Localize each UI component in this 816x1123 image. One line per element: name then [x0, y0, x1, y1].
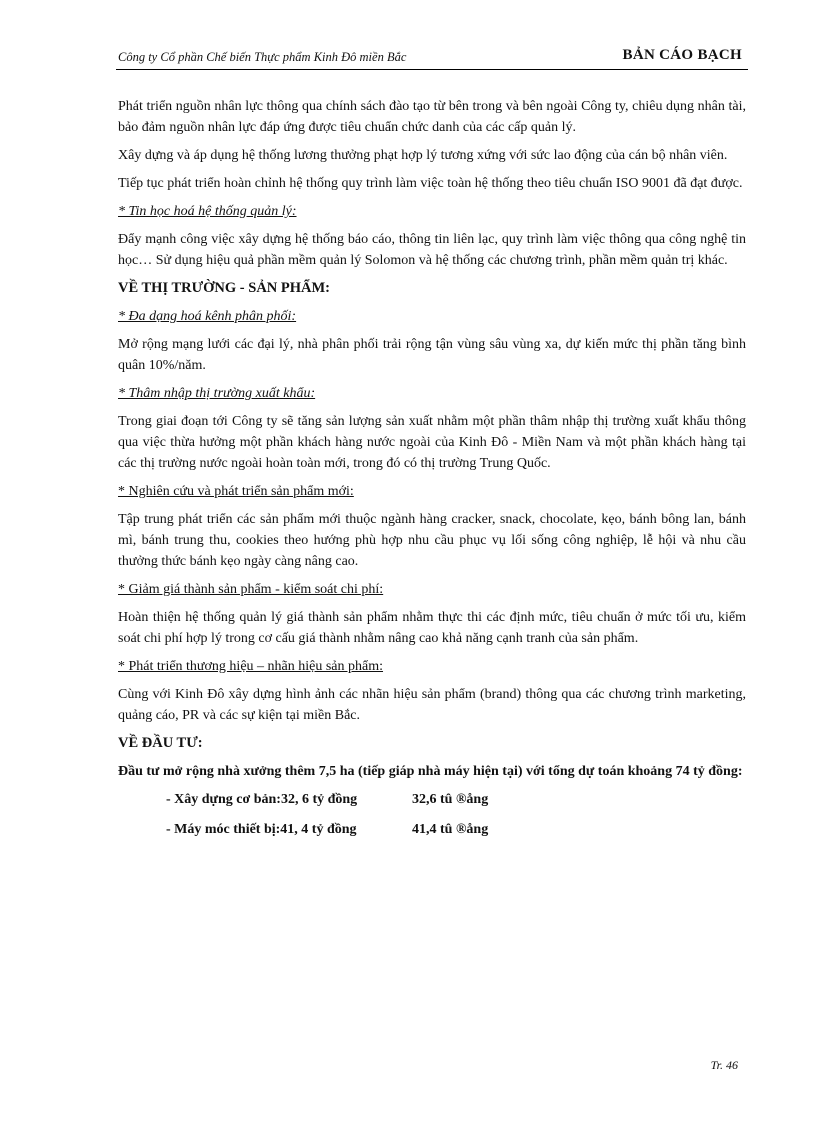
subheading-export: * Thâm nhập thị trường xuất khẩu: — [118, 386, 316, 401]
document-body — [118, 96, 746, 849]
bullet-value: 32,6 tû ®ång — [412, 792, 489, 807]
section-heading-market: VỀ THỊ TRƯỜNG - SẢN PHẨM: — [118, 280, 331, 296]
paragraph-export: Trong giai đoạn tới Công ty sẽ tăng sản lượng sản xuất nhằm một phần thâm nhập thị trường xuất khẩu thông qua việc thừa hưởng một phần khách hàng nước ngoài của Kinh Đô - Miền Nam và một phần khách hàng tại các thị trường nước ngoài hoàn toàn mới, trong đó có thị trường Trung Quốc. — [118, 414, 746, 471]
subheading-it: * Tin học hoá hệ thống quản lý: — [118, 204, 297, 219]
paragraph-investment: Đầu tư mở rộng nhà xưởng thêm 7,5 ha (tiếp giáp nhà máy hiện tại) với tổng dự toán khoảng 74 tỷ đồng: — [118, 764, 743, 779]
list-item — [166, 819, 746, 840]
paragraph-cost-control: Hoàn thiện hệ thống quản lý giá thành sản phẩm nhằm thực thi các định mức, tiêu chuẩn ở mức tối ưu, kiểm soát chi phí hợp lý trong cơ cấu giá thành nhằm nâng cao khả năng cạnh tranh của sản phẩm. — [118, 610, 746, 646]
paragraph-iso: Tiếp tục phát triển hoàn chỉnh hệ thống quy trình làm việc toàn hệ thống theo tiêu chuẩn ISO 9001 đã đạt được. — [118, 176, 743, 191]
company-name: Công ty Cổ phần Chế biến Thực phẩm Kinh Đô miền Bắc — [118, 50, 407, 64]
paragraph-hr-development: Phát triển nguồn nhân lực thông qua chính sách đào tạo từ bên trong và bên ngoài Công ty, chiêu dụng nhân tài, bảo đảm nguồn nhân lực đáp ứng được tiêu chuẩn chức danh của các cấp quản lý. — [118, 99, 746, 135]
paragraph-it: Đẩy mạnh công việc xây dựng hệ thống báo cáo, thông tin liên lạc, quy trình làm việc thông qua công nghệ tin học… Sử dụng hiệu quả phần mềm quản lý Solomon và hệ thống các chương trình, phần mềm quản trị khác. — [118, 232, 746, 268]
paragraph-distribution: Mở rộng mạng lưới các đại lý, nhà phân phối trải rộng tận vùng sâu vùng xa, dự kiến mức thị phần tăng bình quân 10%/năm. — [118, 337, 746, 373]
list-item — [166, 789, 746, 810]
bullet-label: - Xây dựng cơ bản:32, 6 tỷ đồng — [166, 792, 358, 807]
bullet-value: 41,4 tû ®ång — [412, 822, 489, 837]
paragraph-brand: Cùng với Kinh Đô xây dựng hình ảnh các nhãn hiệu sản phẩm (brand) thông qua các chương trình marketing, quảng cáo, PR và các sự kiện tại miền Bắc. — [118, 687, 746, 723]
subheading-brand: * Phát triển thương hiệu – nhãn hiệu sản phẩm: — [118, 659, 384, 674]
page-header — [116, 47, 748, 70]
subheading-distribution: * Đa dạng hoá kênh phân phối: — [118, 309, 297, 324]
page-number: Tr. 46 — [710, 1058, 738, 1072]
document-title: BẢN CÁO BẠCH — [622, 47, 742, 63]
section-heading-investment: VỀ ĐẦU TƯ: — [118, 735, 203, 751]
subheading-new-products: * Nghiên cứu và phát triển sản phẩm mới: — [118, 484, 354, 499]
bullet-label: - Máy móc thiết bị:41, 4 tỷ đồng — [166, 822, 357, 837]
subheading-cost-control: * Giảm giá thành sản phẩm - kiểm soát chi phí: — [118, 582, 384, 597]
paragraph-new-products: Tập trung phát triển các sản phẩm mới thuộc ngành hàng cracker, snack, chocolate, kẹo, bánh bông lan, bánh mì, bánh trung thu, cookies theo hướng phù hợp nhu cầu phục vụ lối sống công nghiệp, lễ hội và nhu cầu thưởng thức bánh kẹo ngày càng nâng cao. — [118, 512, 746, 569]
paragraph-salary-system: Xây dựng và áp dụng hệ thống lương thưởng phạt hợp lý tương xứng với sức lao động của cán bộ nhân viên. — [118, 148, 728, 163]
